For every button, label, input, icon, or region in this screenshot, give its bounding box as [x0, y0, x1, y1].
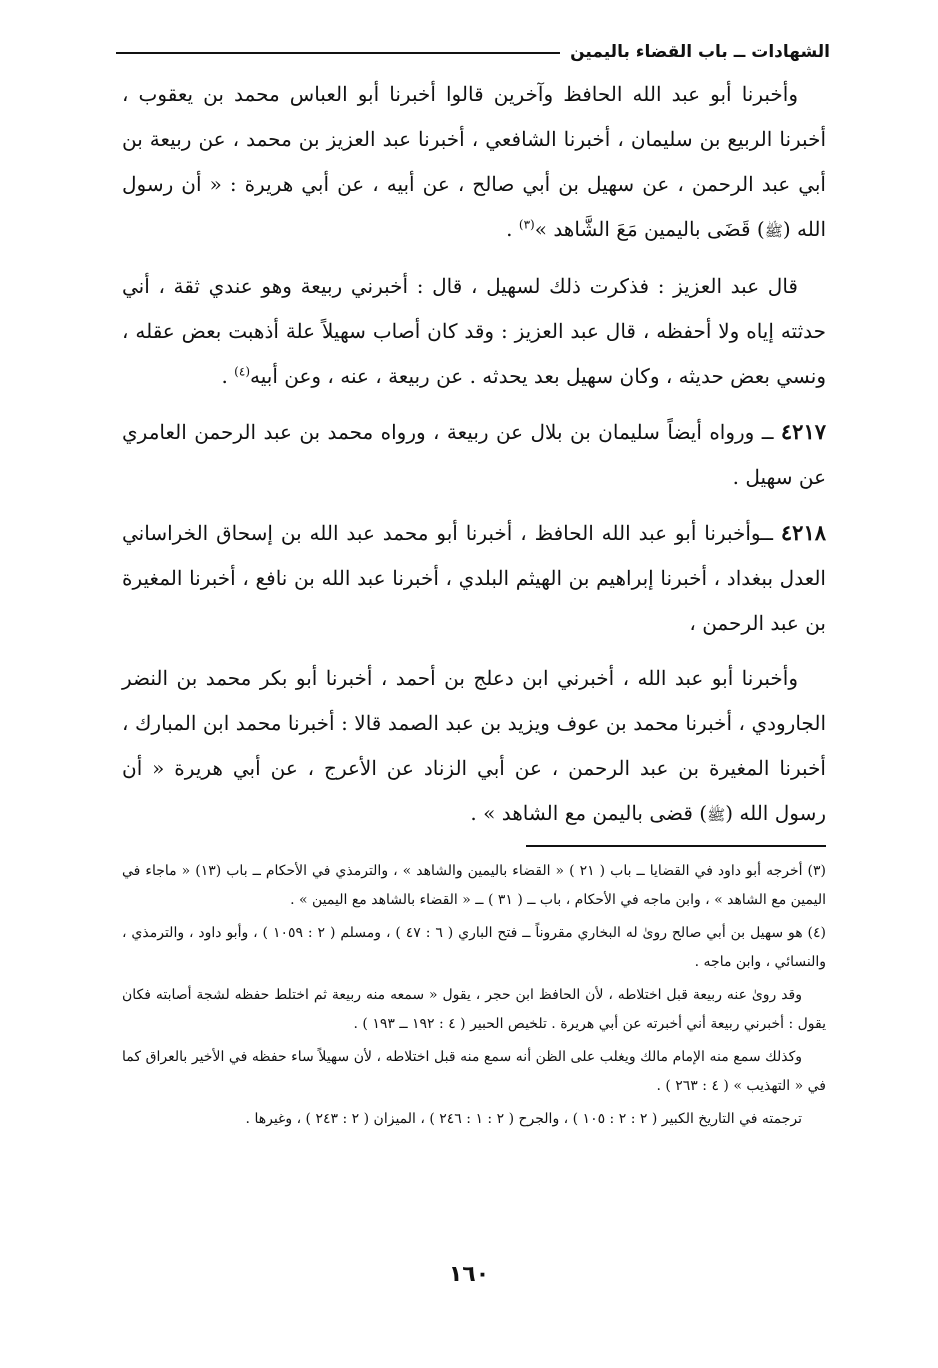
paragraph-1: [122, 72, 826, 254]
paragraph-4218: [122, 510, 826, 646]
paragraph-4217-text: ــ ورواه أيضاً سليمان بن بلال عن ربيعة ، ورواه محمد بن عبد الرحمن العامري عن سهيل .: [122, 420, 826, 489]
honorific-symbol: ﷺ: [764, 222, 783, 240]
footnote-4: (٤) هو سهيل بن أبي صالح روىٰ له البخاري مقروناً ــ فتح الباري ( ٦ : ٤٧ ) ، ومسلم ( ٢ : ١٠٥٩ ) ، وأبو داود ، والترمذي ، والنسائي ، وابن ماجه .: [122, 925, 826, 970]
footnote-separator: [526, 845, 826, 847]
running-header: [116, 36, 830, 68]
footnote-4-continued-3: ترجمته في التاريخ الكبير ( ٢ : ٢ : ١٠٥ ) ، والجرح ( ٢ : ١ : ٢٤٦ ) ، الميزان ( ٢ : ٢٤٣ ) ، وغيرها .: [245, 1111, 802, 1127]
paragraph-2-text: قال عبد العزيز : فذكرت ذلك لسهيل ، قال : أخبرني ربيعة وهو عندي ثقة ، أني حدثته إياه ولا أحفظه ، قال عبد العزيز : وقد كان أصاب سهيلاً علة أذهبت بعض عقله ، ونسي بعض حديثه ، وكان سهيل بعد يحدثه . عن ربيعة ، عنه ، وعن أبيه: [122, 274, 826, 388]
footnote-4-continued-1: وقد روىٰ عنه ربيعة قبل اختلاطه ، لأن الحافظ ابن حجر ، يقول « سمعه منه ربيعة ثم اختلط حفظه لشجة أصابته فكان يقول : أخبرني ربيعة أني أخبرته عن أبي هريرة . تلخيص الحبير ( ٤ : ١٩٢ ــ ١٩٣ ) .: [122, 987, 826, 1032]
honorific-symbol-2: ﷺ: [707, 806, 726, 824]
paragraph-4218-text: ــوأخبرنا أبو عبد الله الحافظ ، أخبرنا أبو محمد عبد الله بن إسحاق الخراساني العدل ببغداد ، أخبرنا إبراهيم بن الهيثم البلدي ، أخبرنا عبد الله بن نافع ، أخبرنا المغيرة بن عبد الرحمن ،: [122, 521, 826, 635]
paragraph-5-text-after: ) قضى باليمن مع الشاهد » .: [470, 801, 708, 825]
header-rule: [116, 52, 560, 54]
paragraph-2: [122, 264, 826, 399]
footnote-ref-4[interactable]: (٤): [234, 364, 250, 379]
footnotes: [122, 857, 826, 1138]
paragraph-1-end: .: [506, 217, 519, 241]
header-title: الشهادات ــ باب القضاء باليمين: [570, 42, 830, 62]
paragraph-1-text: وأخبرنا أبو عبد الله الحافظ وآخرين قالوا أخبرنا أبو العباس محمد بن يعقوب ، أخبرنا الربيع بن سليمان ، أخبرنا الشافعي ، أخبرنا عبد العزيز بن محمد ، عن ربيعة بن أبي عبد الرحمن ، عن سهيل بن أبي صالح ، عن أبيه ، عن أبي هريرة : « أن رسول الله (: [122, 82, 826, 241]
paragraph-2-end: .: [221, 364, 235, 388]
footnote-3: (٣) أخرجه أبو داود في القضايا ــ باب ( ٢١ ) « القضاء باليمين والشاهد » ، والترمذي في الأحكام ــ باب (١٣) « ماجاء في اليمين مع الشاهد » ، وابن ماجه في الأحكام ، باب ــ ( ٣١ ) ــ « القضاء بالشاهد مع اليمين » .: [122, 863, 826, 908]
footnote-ref-3[interactable]: (٣): [518, 217, 535, 232]
paragraph-4217: [122, 409, 826, 500]
paragraph-5: [122, 656, 826, 838]
footnote-4-continued-2: وكذلك سمع منه الإمام مالك ويغلب على الظن أنه سمع منه قبل اختلاطه ، لأن سهيلاً ساء حفظه في الأخير بالعراق كما في « التهذيب » ( ٤ : ٢٦٣ ) .: [122, 1049, 826, 1094]
paragraph-5-text: وأخبرنا أبو عبد الله ، أخبرني ابن دعلج بن أحمد ، أخبرنا أبو بكر محمد بن النضر الجارودي ، أخبرنا محمد بن عوف ويزيد بن عبد الصمد قالا : أخبرنا محمد ابن المبارك ، أخبرنا المغيرة بن عبد الرحمن ، عن أبي الزناد عن الأعرج ، عن أبي هريرة « أن رسول الله (: [122, 666, 826, 825]
hadith-number-4217: ٤٢١٧: [780, 419, 827, 444]
main-text: [122, 72, 826, 848]
paragraph-1-text-after: ) قَضَى باليمين مَعَ الشَّاهد »: [534, 217, 765, 241]
hadith-number-4218: ٤٢١٨: [780, 520, 827, 545]
page-number: ١٦٠: [448, 1262, 490, 1287]
